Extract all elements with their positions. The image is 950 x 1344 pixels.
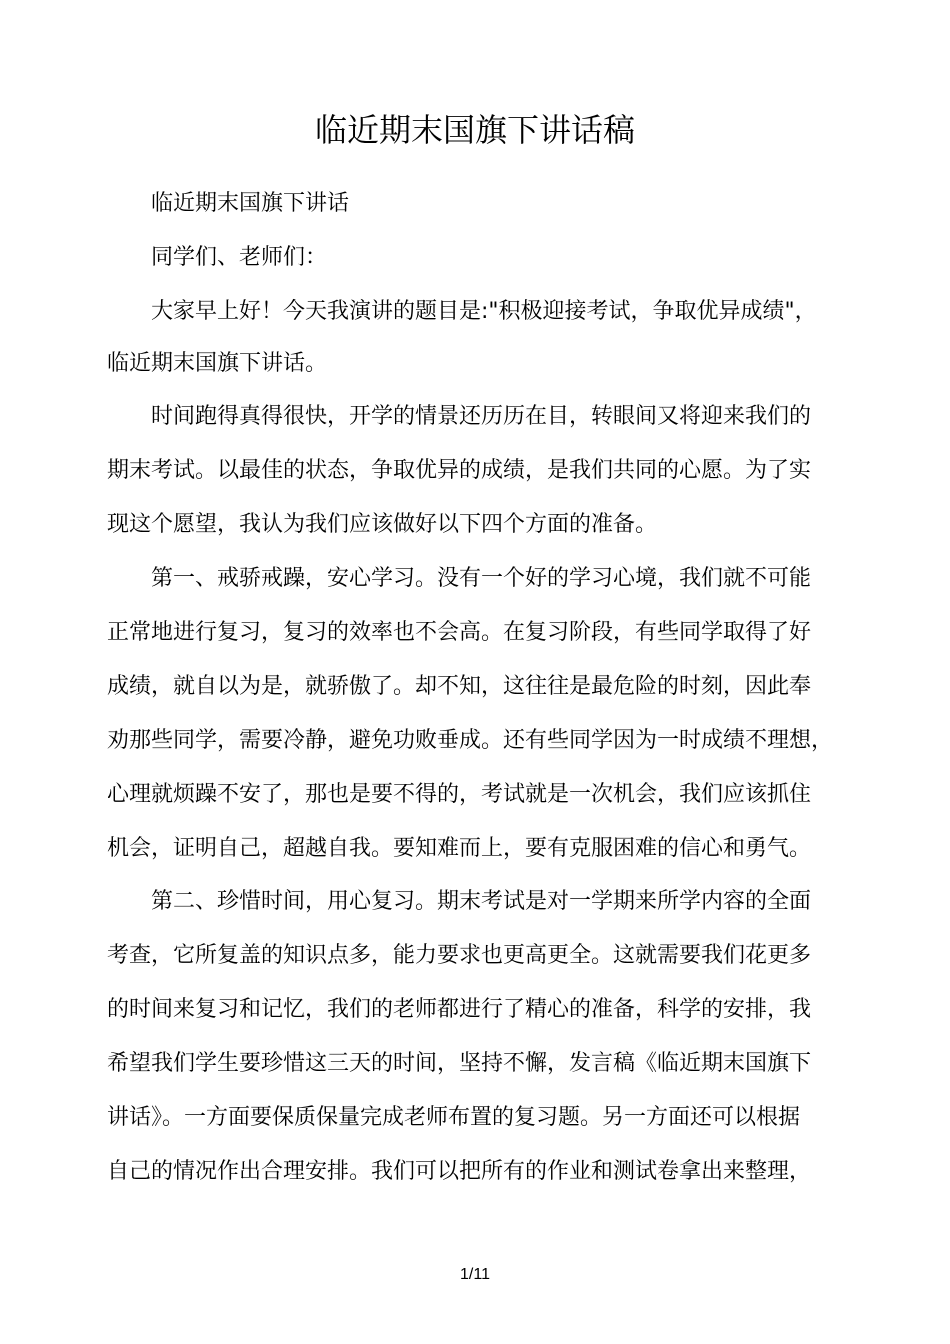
text-line: 讲话》。一方面要保质保量完成老师布置的复习题。另一方面还可以根据 <box>107 1105 801 1130</box>
text-line: 大家早上好！今天我演讲的题目是:"积极迎接考试，争取优异成绩"， <box>107 299 817 324</box>
text-line: 正常地进行复习，复习的效率也不会高。在复习阶段，有些同学取得了好 <box>107 620 812 645</box>
document-title: 临近期末国旗下讲话稿 <box>314 111 635 149</box>
text-line: 成绩，就自以为是，就骄傲了。却不知，这往往是最危险的时刻，因此奉 <box>107 674 812 699</box>
text-line: 第一、戒骄戒躁，安心学习。没有一个好的学习心境，我们就不可能 <box>107 566 812 591</box>
text-line: 的时间来复习和记忆，我们的老师都进行了精心的准备，科学的安排，我 <box>107 997 812 1022</box>
text-line: 劝那些同学，需要冷静，避免功败垂成。还有些同学因为一时成绩不理想， <box>107 728 834 753</box>
text-line: 期末考试。以最佳的状态，争取优异的成绩，是我们共同的心愿。为了实 <box>107 458 812 483</box>
text-line: 临近期末国旗下讲话 <box>107 191 350 216</box>
text-line: 自己的情况作出合理安排。我们可以把所有的作业和测试卷拿出来整理， <box>107 1159 812 1184</box>
text-line: 临近期末国旗下讲话。 <box>107 351 328 376</box>
text-line: 心理就烦躁不安了，那也是要不得的，考试就是一次机会，我们应该抓住 <box>107 782 812 807</box>
text-line: 同学们、老师们： <box>107 245 328 270</box>
text-line: 第二、珍惜时间，用心复习。期末考试是对一学期来所学内容的全面 <box>107 889 812 914</box>
text-line: 现这个愿望，我认为我们应该做好以下四个方面的准备。 <box>107 512 658 537</box>
text-line: 考查，它所复盖的知识点多，能力要求也更高更全。这就需要我们花更多 <box>107 943 812 968</box>
text-line: 机会，证明自己，超越自我。要知难而上，要有克服困难的信心和勇气。 <box>107 836 812 861</box>
text-line: 希望我们学生要珍惜这三天的时间，坚持不懈，发言稿《临近期末国旗下 <box>107 1051 812 1076</box>
page-number: 1/11 <box>460 1266 490 1283</box>
text-line: 时间跑得真得很快，开学的情景还历历在目，转眼间又将迎来我们的 <box>107 404 812 429</box>
